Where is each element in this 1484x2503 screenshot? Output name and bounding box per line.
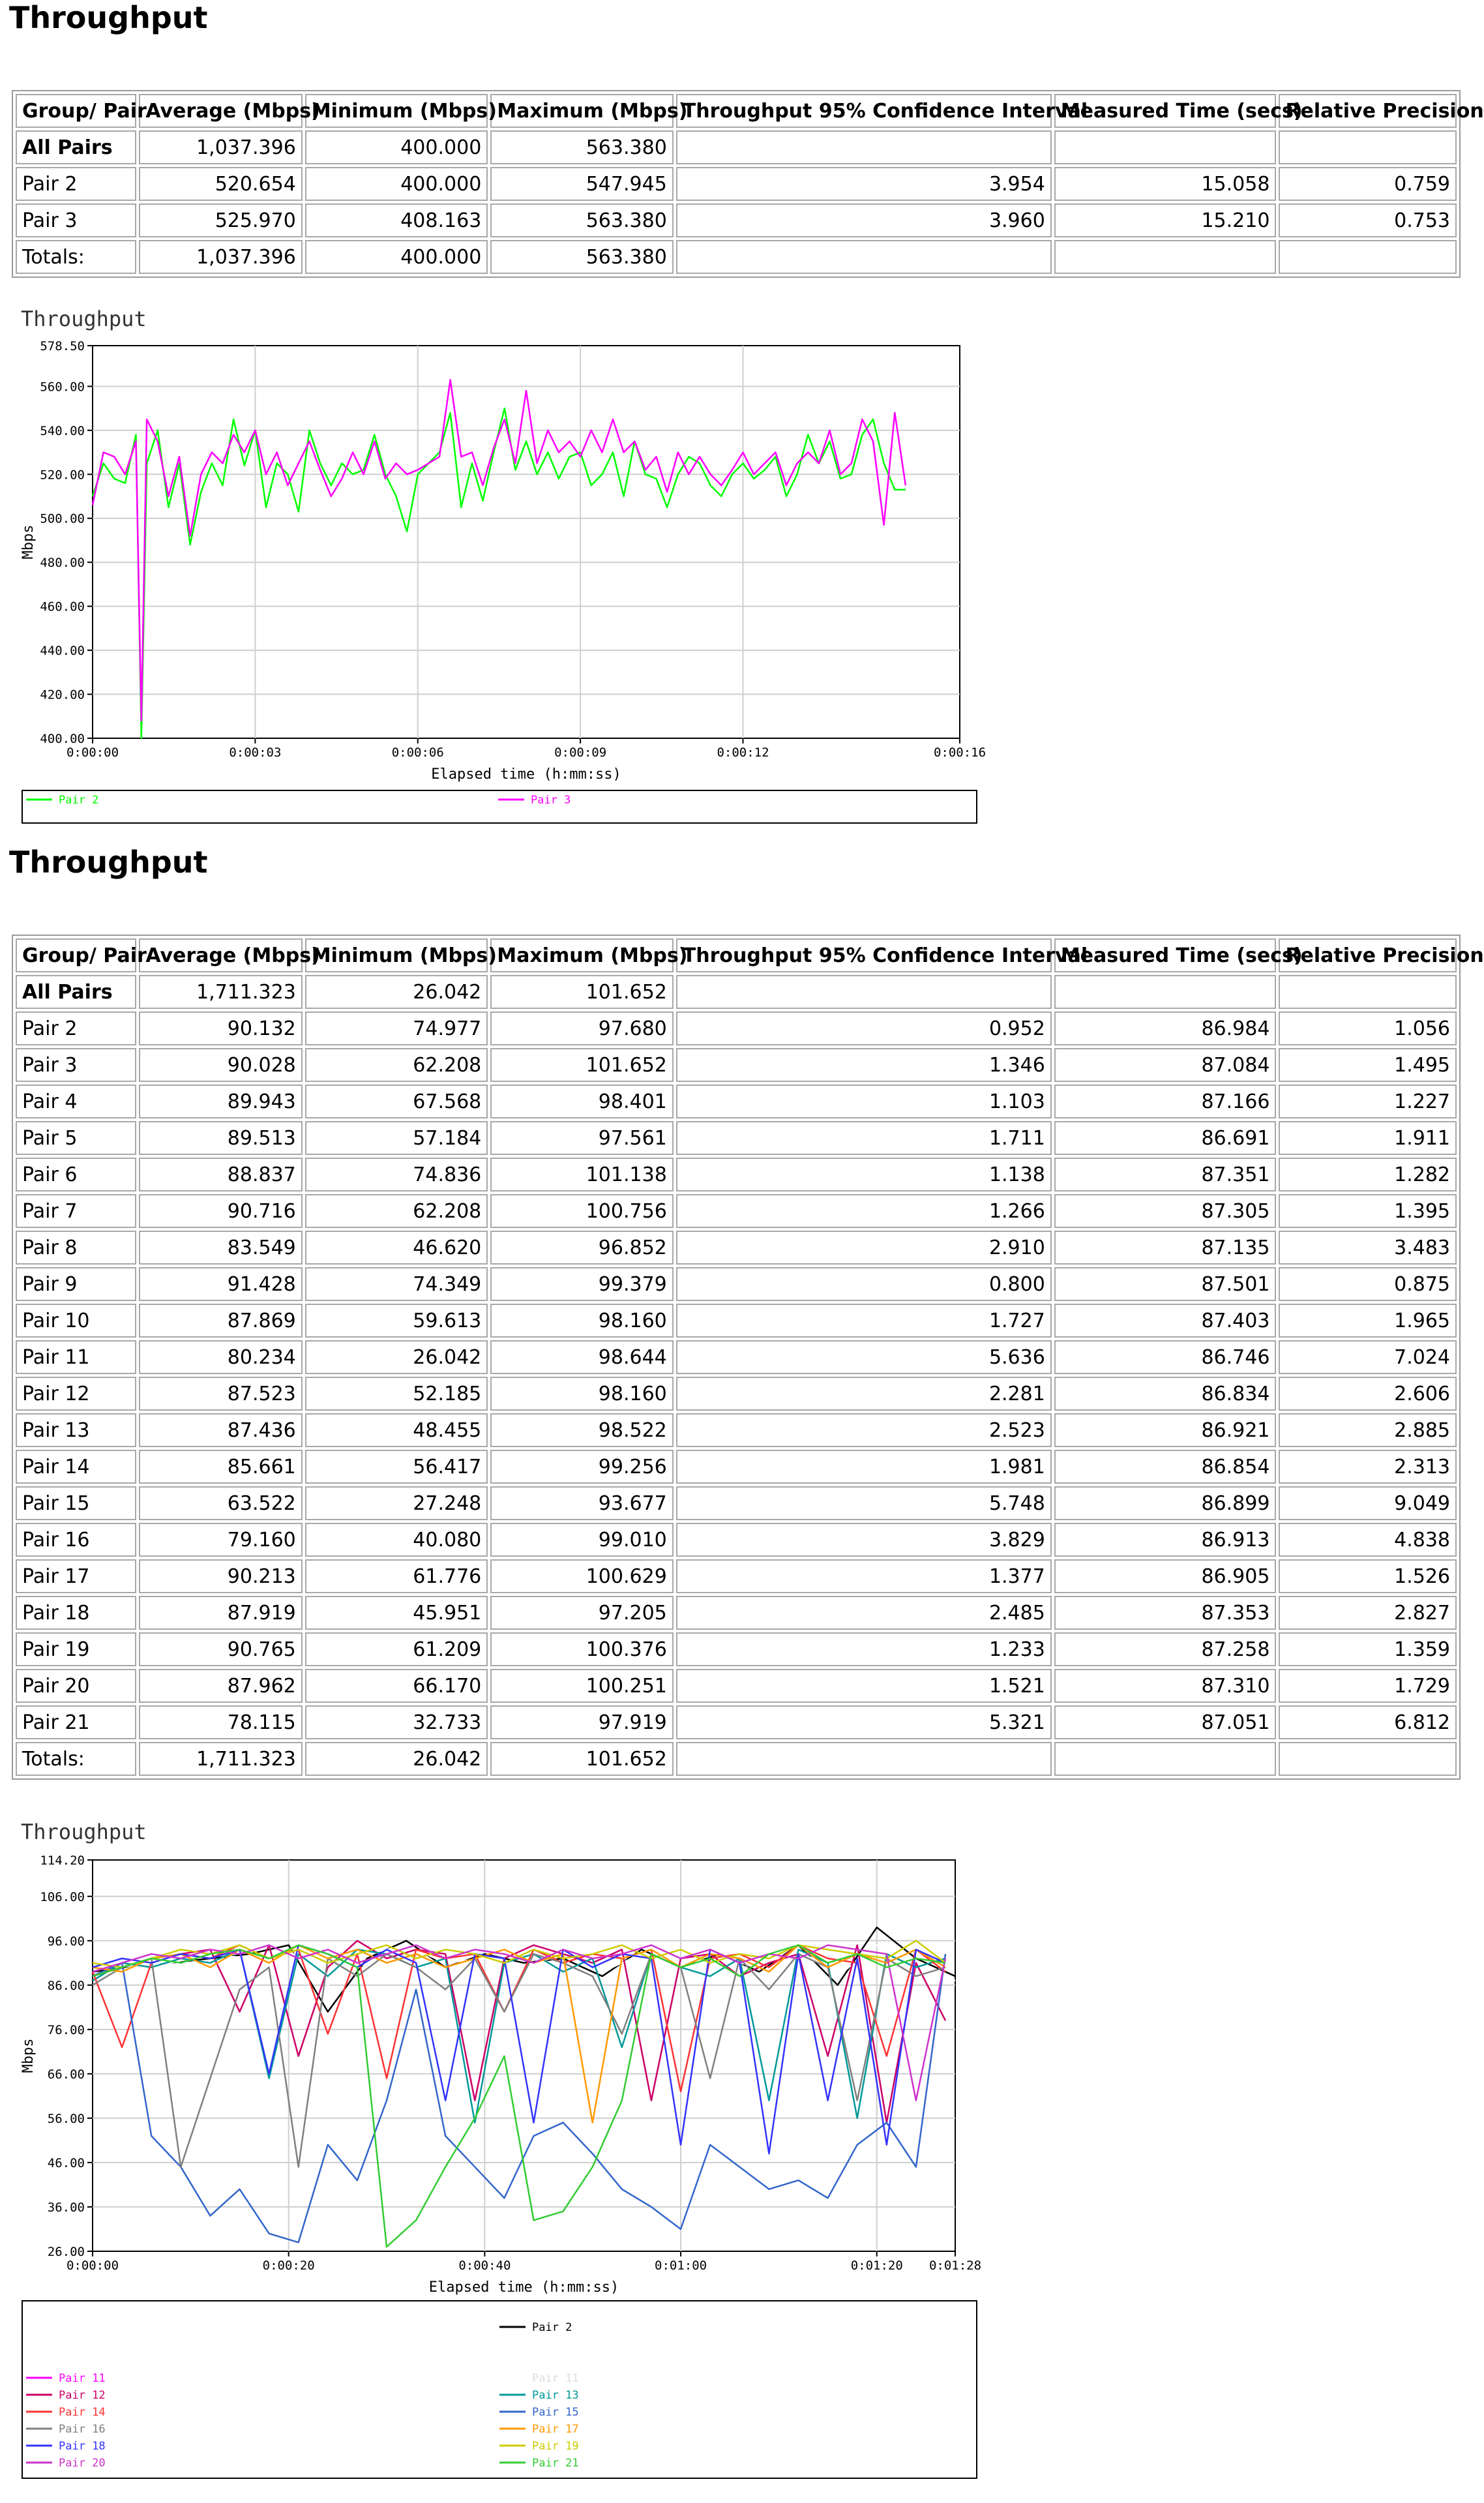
table-row — [16, 1559, 1457, 1593]
y-tick-label: 560.00 — [40, 380, 85, 395]
table-cell: 86.691 — [1054, 1121, 1277, 1155]
table-cell: 1.346 — [676, 1048, 1052, 1082]
table-row — [16, 1194, 1457, 1228]
legend-label: Pair 15 — [532, 2406, 579, 2419]
table-cell: 62.208 — [305, 1194, 488, 1228]
legend-box — [22, 790, 977, 823]
table-row — [16, 240, 1457, 274]
table-cell: 1.227 — [1279, 1085, 1457, 1118]
row-label: Pair 20 — [16, 1669, 136, 1703]
table-cell: 100.251 — [490, 1669, 674, 1703]
row-label: Totals: — [16, 1742, 136, 1776]
table-row — [16, 203, 1457, 237]
legend-label: Pair 21 — [532, 2457, 579, 2470]
table-row — [16, 1742, 1457, 1776]
row-label: Pair 4 — [16, 1085, 136, 1118]
table-cell: 1.056 — [1279, 1012, 1457, 1045]
table-cell: 101.138 — [490, 1158, 674, 1192]
table-header-row — [16, 94, 1457, 128]
table-cell — [1054, 1742, 1277, 1776]
table-row — [16, 1705, 1457, 1739]
table-cell: 520.654 — [139, 167, 302, 201]
table-row — [16, 1231, 1457, 1265]
table-cell — [676, 975, 1052, 1009]
row-label: Pair 2 — [16, 1012, 136, 1045]
table-cell: 83.549 — [139, 1231, 302, 1265]
table-cell: 85.661 — [139, 1450, 302, 1484]
row-label: Pair 18 — [16, 1596, 136, 1630]
table-cell — [1279, 240, 1457, 274]
section-title-1: Throughput — [9, 0, 208, 35]
x-tick-label: 0:01:20 — [850, 2258, 903, 2273]
column-header: Throughput 95% Confidence Interval — [676, 94, 1052, 128]
row-label: Pair 10 — [16, 1304, 136, 1338]
table-cell: 1.138 — [676, 1158, 1052, 1192]
table-cell: 1.103 — [676, 1085, 1052, 1118]
table-cell: 1,711.323 — [139, 975, 302, 1009]
table-cell: 67.568 — [305, 1085, 488, 1118]
table-cell: 0.952 — [676, 1012, 1052, 1045]
table-cell: 90.132 — [139, 1012, 302, 1045]
x-tick-label: 0:00:03 — [229, 745, 282, 760]
table-cell: 100.756 — [490, 1194, 674, 1228]
table-cell: 98.160 — [490, 1304, 674, 1338]
table-row — [16, 1632, 1457, 1666]
y-tick-label: 540.00 — [40, 423, 85, 438]
table-cell: 563.380 — [490, 203, 674, 237]
table-row — [16, 1085, 1457, 1118]
y-tick-label: 114.20 — [40, 1853, 85, 1868]
table-cell: 89.943 — [139, 1085, 302, 1118]
chart-title: Throughput — [21, 307, 147, 331]
row-label: Pair 9 — [16, 1267, 136, 1301]
table-cell: 100.376 — [490, 1632, 674, 1666]
y-tick-label: 440.00 — [40, 644, 85, 659]
x-axis-label: Elapsed time (h:mm:ss) — [428, 2279, 619, 2296]
table-cell: 26.042 — [305, 975, 488, 1009]
legend-label: Pair 3 — [531, 794, 571, 807]
legend-label: Pair 2 — [532, 2321, 572, 2334]
y-axis-label: Mbps — [20, 2038, 37, 2073]
table-cell: 1.233 — [676, 1632, 1052, 1666]
row-label: Pair 11 — [16, 1340, 136, 1374]
y-tick-label: 56.00 — [47, 2111, 85, 2126]
table-cell: 0.759 — [1279, 167, 1457, 201]
table-cell: 5.321 — [676, 1705, 1052, 1739]
row-label: Pair 16 — [16, 1523, 136, 1557]
table-cell: 99.379 — [490, 1267, 674, 1301]
table-cell: 563.380 — [490, 130, 674, 164]
table-cell: 97.561 — [490, 1121, 674, 1155]
table-cell: 1.911 — [1279, 1121, 1457, 1155]
table-row — [16, 1596, 1457, 1630]
table-cell — [1279, 975, 1457, 1009]
y-tick-label: 106.00 — [40, 1889, 85, 1904]
table-row — [16, 1377, 1457, 1411]
throughput-table-2 — [12, 935, 1484, 1780]
table-cell: 2.523 — [676, 1413, 1052, 1447]
row-label: Pair 15 — [16, 1486, 136, 1520]
row-label: Pair 7 — [16, 1194, 136, 1228]
table-row — [16, 1048, 1457, 1082]
table-cell: 98.401 — [490, 1085, 674, 1118]
plot-area — [93, 346, 960, 738]
plot-area — [93, 1860, 955, 2251]
table-cell: 2.485 — [676, 1596, 1052, 1630]
column-header: Maximum (Mbps) — [490, 938, 674, 972]
x-tick-label: 0:00:16 — [933, 745, 987, 760]
table-cell: 1,711.323 — [139, 1742, 302, 1776]
table-cell: 1.282 — [1279, 1158, 1457, 1192]
legend-label: Pair 12 — [59, 2389, 106, 2402]
table-row — [16, 167, 1457, 201]
table-cell: 99.010 — [490, 1523, 674, 1557]
table-cell: 525.970 — [139, 203, 302, 237]
throughput-chart-1 — [0, 300, 991, 822]
table-row — [16, 1340, 1457, 1374]
table-cell: 3.954 — [676, 167, 1052, 201]
table-cell: 86.746 — [1054, 1340, 1277, 1374]
table-cell: 86.913 — [1054, 1523, 1277, 1557]
legend-label: Pair 2 — [59, 794, 99, 807]
column-header: Relative Precision — [1279, 94, 1457, 128]
table-cell: 87.403 — [1054, 1304, 1277, 1338]
x-tick-label: 0:00:00 — [66, 2258, 119, 2273]
x-tick-label: 0:00:40 — [458, 2258, 511, 2273]
table-row — [16, 975, 1457, 1009]
table-cell: 63.522 — [139, 1486, 302, 1520]
table-cell — [1279, 1742, 1457, 1776]
table-cell: 97.205 — [490, 1596, 674, 1630]
table-cell — [1054, 130, 1277, 164]
table-cell: 2.606 — [1279, 1377, 1457, 1411]
table-cell: 97.680 — [490, 1012, 674, 1045]
table-cell: 2.313 — [1279, 1450, 1457, 1484]
table-cell: 87.962 — [139, 1669, 302, 1703]
table-cell: 91.428 — [139, 1267, 302, 1301]
table-cell: 66.170 — [305, 1669, 488, 1703]
table-cell: 86.834 — [1054, 1377, 1277, 1411]
table-cell: 87.523 — [139, 1377, 302, 1411]
table-cell: 87.310 — [1054, 1669, 1277, 1703]
row-label: Pair 2 — [16, 167, 136, 201]
table-cell: 45.951 — [305, 1596, 488, 1630]
table-cell: 61.209 — [305, 1632, 488, 1666]
table-cell: 87.501 — [1054, 1267, 1277, 1301]
legend-label: Pair 14 — [59, 2406, 106, 2419]
table-cell: 101.652 — [490, 1048, 674, 1082]
row-label: All Pairs — [16, 975, 136, 1009]
table-cell: 408.163 — [305, 203, 488, 237]
x-tick-label: 0:00:12 — [717, 745, 769, 760]
table-cell: 48.455 — [305, 1413, 488, 1447]
table-cell: 27.248 — [305, 1486, 488, 1520]
legend-label: Pair 16 — [59, 2423, 106, 2436]
table-cell: 1,037.396 — [139, 130, 302, 164]
table-cell: 79.160 — [139, 1523, 302, 1557]
table-cell: 563.380 — [490, 240, 674, 274]
row-label: Pair 3 — [16, 203, 136, 237]
chart-title: Throughput — [21, 1820, 147, 1844]
row-label: Pair 19 — [16, 1632, 136, 1666]
x-tick-label: 0:01:00 — [655, 2258, 707, 2273]
y-tick-label: 520.00 — [40, 468, 85, 483]
table-cell: 1.266 — [676, 1194, 1052, 1228]
table-cell: 40.080 — [305, 1523, 488, 1557]
row-label: Pair 3 — [16, 1048, 136, 1082]
table-cell: 96.852 — [490, 1231, 674, 1265]
row-label: Pair 13 — [16, 1413, 136, 1447]
y-tick-label: 86.00 — [47, 1978, 85, 1993]
table-cell: 5.636 — [676, 1340, 1052, 1374]
legend-label: Pair 20 — [59, 2457, 106, 2470]
table-cell: 1.359 — [1279, 1632, 1457, 1666]
table-cell: 26.042 — [305, 1340, 488, 1374]
legend-label: Pair 19 — [532, 2440, 579, 2453]
y-tick-label: 66.00 — [47, 2067, 85, 2082]
y-axis-label: Mbps — [20, 524, 37, 560]
table-cell: 1.965 — [1279, 1304, 1457, 1338]
table-cell: 87.051 — [1054, 1705, 1277, 1739]
table-cell: 0.753 — [1279, 203, 1457, 237]
legend-label: Pair 17 — [532, 2423, 579, 2436]
table-cell: 74.836 — [305, 1158, 488, 1192]
table-cell: 86.921 — [1054, 1413, 1277, 1447]
legend-label: Pair 18 — [59, 2440, 106, 2453]
table-cell: 90.765 — [139, 1632, 302, 1666]
table-row — [16, 1158, 1457, 1192]
x-axis-label: Elapsed time (h:mm:ss) — [431, 766, 621, 783]
table-cell: 59.613 — [305, 1304, 488, 1338]
y-tick-label: 76.00 — [47, 2022, 85, 2037]
table-cell: 1.526 — [1279, 1559, 1457, 1593]
table-cell: 86.905 — [1054, 1559, 1277, 1593]
table-cell: 100.629 — [490, 1559, 674, 1593]
table-cell: 1.495 — [1279, 1048, 1457, 1082]
table-cell: 1.521 — [676, 1669, 1052, 1703]
table-cell: 2.885 — [1279, 1413, 1457, 1447]
table-cell: 86.899 — [1054, 1486, 1277, 1520]
column-header: Average (Mbps) — [139, 94, 302, 128]
table-cell: 400.000 — [305, 240, 488, 274]
table-cell: 26.042 — [305, 1742, 488, 1776]
table-cell: 1.727 — [676, 1304, 1052, 1338]
table-cell: 32.733 — [305, 1705, 488, 1739]
table-cell: 1.711 — [676, 1121, 1052, 1155]
column-header: Maximum (Mbps) — [490, 94, 674, 128]
table-cell: 1.981 — [676, 1450, 1052, 1484]
table-cell: 87.084 — [1054, 1048, 1277, 1082]
table-cell: 2.910 — [676, 1231, 1052, 1265]
table-cell: 87.351 — [1054, 1158, 1277, 1192]
table-cell: 90.213 — [139, 1559, 302, 1593]
row-label: Pair 5 — [16, 1121, 136, 1155]
table-cell: 87.869 — [139, 1304, 302, 1338]
table-cell: 56.417 — [305, 1450, 488, 1484]
y-tick-label: 500.00 — [40, 511, 85, 526]
table-cell — [676, 240, 1052, 274]
table-cell: 7.024 — [1279, 1340, 1457, 1374]
x-tick-label: 0:00:06 — [391, 745, 444, 760]
table-cell: 1,037.396 — [139, 240, 302, 274]
table-cell: 15.058 — [1054, 167, 1277, 201]
table-cell: 90.028 — [139, 1048, 302, 1082]
table-cell: 52.185 — [305, 1377, 488, 1411]
table-cell: 74.349 — [305, 1267, 488, 1301]
row-label: Pair 6 — [16, 1158, 136, 1192]
table-cell: 9.049 — [1279, 1486, 1457, 1520]
table-row — [16, 1304, 1457, 1338]
table-cell — [676, 1742, 1052, 1776]
table-row — [16, 1450, 1457, 1484]
row-label: Totals: — [16, 240, 136, 274]
table-cell: 101.652 — [490, 975, 674, 1009]
row-label: Pair 21 — [16, 1705, 136, 1739]
y-tick-label: 26.00 — [47, 2245, 85, 2259]
table-cell: 15.210 — [1054, 203, 1277, 237]
section-title-2: Throughput — [9, 845, 208, 880]
table-cell: 1.395 — [1279, 1194, 1457, 1228]
table-row — [16, 1523, 1457, 1557]
y-tick-label: 36.00 — [47, 2200, 85, 2215]
table-cell — [1054, 975, 1277, 1009]
table-cell: 87.919 — [139, 1596, 302, 1630]
table-cell: 86.984 — [1054, 1012, 1277, 1045]
table-header-row — [16, 938, 1457, 972]
table-cell: 78.115 — [139, 1705, 302, 1739]
legend-label: Pair 13 — [532, 2389, 579, 2402]
table-cell: 400.000 — [305, 130, 488, 164]
x-tick-label: 0:00:20 — [262, 2258, 315, 2273]
table-cell: 89.513 — [139, 1121, 302, 1155]
table-cell — [676, 130, 1052, 164]
column-header: Minimum (Mbps) — [305, 938, 488, 972]
column-header: Group/ Pair — [16, 94, 136, 128]
table-cell: 2.827 — [1279, 1596, 1457, 1630]
row-label: Pair 8 — [16, 1231, 136, 1265]
y-tick-label: 46.00 — [47, 2155, 85, 2170]
table-cell: 62.208 — [305, 1048, 488, 1082]
y-tick-label: 460.00 — [40, 599, 85, 614]
table-cell: 3.483 — [1279, 1231, 1457, 1265]
table-cell — [1054, 240, 1277, 274]
column-header: Throughput 95% Confidence Interval — [676, 938, 1052, 972]
table-cell: 80.234 — [139, 1340, 302, 1374]
table-cell: 5.748 — [676, 1486, 1052, 1520]
table-cell: 88.837 — [139, 1158, 302, 1192]
table-cell: 86.854 — [1054, 1450, 1277, 1484]
throughput-chart-2 — [0, 1813, 991, 2478]
column-header: Relative Precision — [1279, 938, 1457, 972]
table-cell: 6.812 — [1279, 1705, 1457, 1739]
column-header: Group/ Pair — [16, 938, 136, 972]
table-cell: 90.716 — [139, 1194, 302, 1228]
table-cell: 57.184 — [305, 1121, 488, 1155]
x-tick-label: 0:00:00 — [66, 745, 119, 760]
table-cell: 0.800 — [676, 1267, 1052, 1301]
table-cell: 87.436 — [139, 1413, 302, 1447]
table-cell: 101.652 — [490, 1742, 674, 1776]
y-tick-label: 420.00 — [40, 687, 85, 702]
table-cell: 3.829 — [676, 1523, 1052, 1557]
table-cell: 97.919 — [490, 1705, 674, 1739]
table-cell: 1.729 — [1279, 1669, 1457, 1703]
table-row — [16, 1413, 1457, 1447]
table-cell: 46.620 — [305, 1231, 488, 1265]
table-cell: 1.377 — [676, 1559, 1052, 1593]
table-cell: 87.305 — [1054, 1194, 1277, 1228]
table-row — [16, 1121, 1457, 1155]
table-row — [16, 1669, 1457, 1703]
x-tick-label: 0:01:28 — [928, 2258, 982, 2273]
table-row — [16, 130, 1457, 164]
y-tick-label: 400.00 — [40, 732, 85, 746]
table-cell: 61.776 — [305, 1559, 488, 1593]
table-cell: 3.960 — [676, 203, 1052, 237]
column-header: Minimum (Mbps) — [305, 94, 488, 128]
throughput-table-1 — [12, 90, 1484, 278]
table-cell — [1279, 130, 1457, 164]
column-header: Measured Time (secs) — [1054, 938, 1277, 972]
table-cell: 87.166 — [1054, 1085, 1277, 1118]
table-cell: 2.281 — [676, 1377, 1052, 1411]
table-cell: 400.000 — [305, 167, 488, 201]
table-cell: 87.353 — [1054, 1596, 1277, 1630]
table-cell: 87.258 — [1054, 1632, 1277, 1666]
y-tick-label: 578.50 — [40, 339, 85, 353]
table-cell: 98.522 — [490, 1413, 674, 1447]
table-cell: 99.256 — [490, 1450, 674, 1484]
column-header: Average (Mbps) — [139, 938, 302, 972]
y-tick-label: 480.00 — [40, 556, 85, 571]
table-cell: 4.838 — [1279, 1523, 1457, 1557]
table-cell: 98.644 — [490, 1340, 674, 1374]
table-row — [16, 1012, 1457, 1045]
table-row — [16, 1267, 1457, 1301]
legend-label: Pair 11 — [59, 2372, 106, 2385]
legend-label: Pair 11 — [532, 2372, 579, 2385]
row-label: Pair 14 — [16, 1450, 136, 1484]
table-cell: 93.677 — [490, 1486, 674, 1520]
column-header: Measured Time (secs) — [1054, 94, 1277, 128]
row-label: Pair 12 — [16, 1377, 136, 1411]
table-cell: 0.875 — [1279, 1267, 1457, 1301]
table-cell: 547.945 — [490, 167, 674, 201]
row-label: All Pairs — [16, 130, 136, 164]
table-cell: 98.160 — [490, 1377, 674, 1411]
table-cell: 87.135 — [1054, 1231, 1277, 1265]
table-row — [16, 1486, 1457, 1520]
table-cell: 74.977 — [305, 1012, 488, 1045]
x-tick-label: 0:00:09 — [554, 745, 607, 760]
y-tick-label: 96.00 — [47, 1934, 85, 1949]
row-label: Pair 17 — [16, 1559, 136, 1593]
